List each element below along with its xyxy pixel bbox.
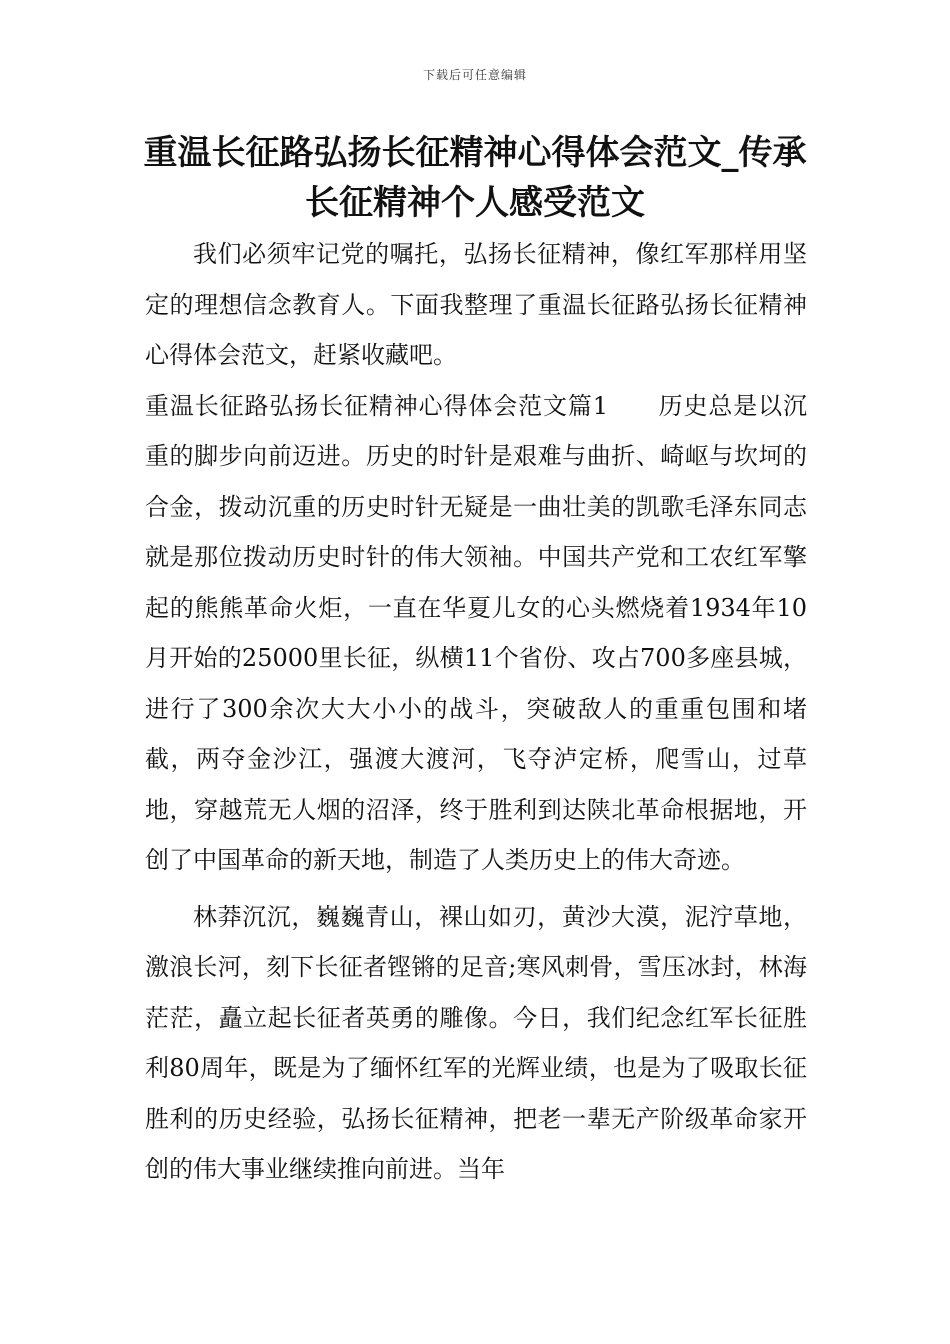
section1-paragraph-1-text: 历史总是以沉重的脚步向前迈进。历史的时针是艰难与曲折、崎岖与坎坷的合金，拨动沉重的历史时针无疑是一曲壮美的凯歌毛泽东同志就是那位拨动历史时针的伟大领袖。中国共产党和工农红军擎起的熊熊革命火炬，一直在华夏儿女的心头燃烧着1934年10月开始的25000里长征，纵横11个省份、攻占700多座县城，进行了300余次大大小小的战斗，突破敌人的重重包围和堵截，两夺金沙江，强渡大渡河，飞夺泸定桥，爬雪山，过草地，穿越荒无人烟的沼泽，终于胜利到达陕北革命根据地，开创了中国革命的新天地，制造了人类历史上的伟大奇迹。 [145,391,807,874]
section1-heading: 重温长征路弘扬长征精神心得体会范文篇1 [145,391,608,420]
section1-paragraph-1 [145,381,807,886]
document-title: 重温长征路弘扬长征精神心得体会范文_传承长征精神个人感受范文 [143,133,807,223]
document-body [145,229,807,1195]
section1-paragraph-2: 林莽沉沉，巍巍青山，裸山如刃，黄沙大漠，泥泞草地，激浪长河，刻下长征者铿锵的足音;寒风刺骨，雪压冰封，林海茫茫，矗立起长征者英勇的雕像。今日，我们纪念红军长征胜利80周年，既是为了缅怀红军的光辉业绩，也是为了吸取长征胜利的历史经验，弘扬长征精神，把老一辈无产阶级革命家开创的伟大事业继续推向前进。当年 [145,902,807,1183]
header-note: 下载后可任意编辑 [422,68,527,82]
intro-paragraph: 我们必须牢记党的嘱托，弘扬长征精神，像红军那样用坚定的理想信念教育人。下面我整理了重温长征路弘扬长征精神心得体会范文，赶紧收藏吧。 [145,240,807,369]
